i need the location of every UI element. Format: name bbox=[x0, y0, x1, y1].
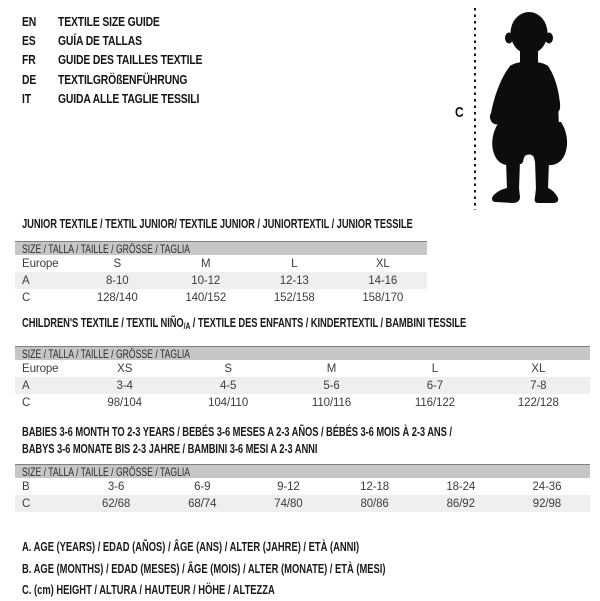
baby-silhouette bbox=[490, 12, 567, 203]
language-row-de bbox=[22, 70, 238, 89]
footnote-c: C. (cm) HEIGHT / ALTURA / HAUTEUR / HÖHE / ALTEZZA bbox=[22, 583, 275, 598]
language-guide-list bbox=[22, 12, 238, 108]
table-row bbox=[15, 495, 590, 512]
size-cell: 74/80 bbox=[274, 497, 303, 510]
size-cell: 9-12 bbox=[277, 480, 300, 493]
language-code: IT bbox=[22, 90, 31, 106]
size-cell: 3-6 bbox=[107, 480, 125, 493]
size-cell: M bbox=[201, 257, 211, 270]
size-cell: M bbox=[326, 362, 337, 375]
table-header-bar bbox=[15, 346, 590, 360]
size-cell: 14-16 bbox=[368, 274, 398, 287]
footnote-b: B. AGE (MONTHS) / EDAD (MESES) / ÂGE (MOIS) / ALTER (MONATE) / ETÀ (MESI) bbox=[22, 561, 386, 576]
size-cell: 18-24 bbox=[446, 480, 476, 493]
junior-section-heading: JUNIOR TEXTILE / TEXTIL JUNIOR/ TEXTILE JUNIOR / JUNIORTEXTIL / JUNIOR TESSILE bbox=[22, 217, 413, 231]
language-row-es bbox=[22, 31, 238, 50]
table-row bbox=[15, 289, 427, 306]
size-cell: L bbox=[291, 257, 298, 270]
size-cell: 110/116 bbox=[311, 396, 352, 409]
footnotes bbox=[22, 536, 507, 601]
size-cell: XS bbox=[117, 362, 133, 375]
table-row bbox=[15, 272, 427, 289]
size-cell: 24-36 bbox=[532, 480, 562, 493]
row-label: A bbox=[22, 274, 30, 287]
size-cell: 92/98 bbox=[532, 497, 562, 510]
language-row-en bbox=[22, 12, 238, 31]
size-cell: 152/158 bbox=[273, 291, 315, 304]
language-code: DE bbox=[22, 71, 37, 87]
table-header-label: SIZE / TALLA / TAILLE / GRÖSSE / TAGLIA bbox=[22, 241, 191, 256]
size-cell: 4-5 bbox=[219, 379, 237, 392]
footnote-a: A. AGE (YEARS) / EDAD (AÑOS) / ÂGE (ANS) / ALTER (JAHRE) / ETÀ (ANNI) bbox=[22, 539, 360, 554]
row-label: A bbox=[22, 379, 30, 392]
language-row-it bbox=[22, 89, 238, 108]
table-row bbox=[15, 394, 590, 411]
language-code: EN bbox=[22, 14, 37, 30]
baby-silhouette-figure bbox=[450, 2, 595, 214]
children-size-table bbox=[15, 346, 590, 411]
table-row bbox=[15, 478, 590, 495]
language-code: ES bbox=[22, 33, 36, 49]
size-cell: 80/86 bbox=[360, 497, 389, 510]
size-cell: 158/170 bbox=[362, 291, 404, 304]
size-cell: 128/140 bbox=[96, 291, 138, 304]
table-row bbox=[15, 255, 427, 272]
junior-size-table bbox=[15, 241, 427, 306]
table-header-label: SIZE / TALLA / TAILLE / GRÖSSE / TAGLIA bbox=[22, 464, 191, 479]
size-cell: 5-6 bbox=[323, 379, 340, 392]
table-row bbox=[15, 377, 590, 394]
size-cell: 68/74 bbox=[188, 497, 217, 510]
size-cell: 8-10 bbox=[105, 274, 129, 287]
guide-title-de: TEXTILGRÖßENFÜHRUNG bbox=[58, 71, 188, 87]
size-cell: 6-9 bbox=[194, 480, 211, 493]
size-cell: S bbox=[113, 257, 122, 270]
babies-section-heading-line1: BABIES 3-6 MONTH TO 2-3 YEARS / BEBÉS 3-6 MESES A 2-3 AÑOS / BÉBÉS 3-6 MOIS À 2-3 ANS / bbox=[22, 425, 452, 439]
language-code: FR bbox=[22, 52, 36, 68]
size-cell: S bbox=[224, 362, 232, 375]
table-row bbox=[15, 360, 590, 377]
babies-size-table bbox=[15, 464, 590, 512]
size-cell: 12-13 bbox=[279, 274, 309, 287]
heading-subscript: /A bbox=[183, 321, 191, 331]
size-cell: 86/92 bbox=[446, 497, 475, 510]
size-cell: 12-18 bbox=[360, 480, 390, 493]
table-header-bar bbox=[15, 464, 590, 478]
babies-section-heading-line2: BABYS 3-6 MONATE BIS 2-3 JAHRE / BAMBINI 3-6 MESI A 2-3 ANNI bbox=[22, 442, 318, 456]
size-cell: 140/152 bbox=[185, 291, 227, 304]
guide-title-es: GUÍA DE TALLAS bbox=[58, 33, 142, 49]
size-cell: XL bbox=[375, 257, 390, 270]
table-header-label: SIZE / TALLA / TAILLE / GRÖSSE / TAGLIA bbox=[22, 346, 191, 361]
row-label: B bbox=[22, 480, 30, 493]
row-label: C bbox=[22, 497, 31, 510]
size-cell: 7-8 bbox=[530, 379, 547, 392]
language-row-fr bbox=[22, 50, 238, 69]
size-cell: 122/128 bbox=[517, 396, 559, 409]
size-cell: XL bbox=[531, 362, 546, 375]
row-label: Europe bbox=[22, 362, 59, 375]
height-measure-label: C bbox=[455, 104, 464, 121]
row-label: C bbox=[22, 291, 31, 304]
guide-title-en: TEXTILE SIZE GUIDE bbox=[58, 14, 160, 30]
guide-title-fr: GUIDE DES TAILLES TEXTILE bbox=[58, 52, 203, 68]
table-header-bar bbox=[15, 241, 427, 255]
size-cell: 116/122 bbox=[414, 396, 455, 409]
size-cell: 104/110 bbox=[208, 396, 249, 409]
children-section-heading: CHILDREN'S TEXTILE / TEXTIL NIÑO/A / TEXTILE DES ENFANTS / KINDERTEXTIL / BAMBINI TESSILE bbox=[22, 316, 467, 331]
size-cell: 10-12 bbox=[191, 274, 221, 287]
guide-title-it: GUIDA ALLE TAGLIE TESSILI bbox=[58, 90, 200, 106]
size-cell: L bbox=[431, 362, 439, 375]
row-label: Europe bbox=[22, 257, 59, 270]
size-cell: 3-4 bbox=[116, 379, 133, 392]
size-cell: 62/68 bbox=[101, 497, 131, 510]
size-cell: 6-7 bbox=[426, 379, 444, 392]
row-label: C bbox=[22, 396, 31, 409]
size-cell: 98/104 bbox=[107, 396, 142, 409]
